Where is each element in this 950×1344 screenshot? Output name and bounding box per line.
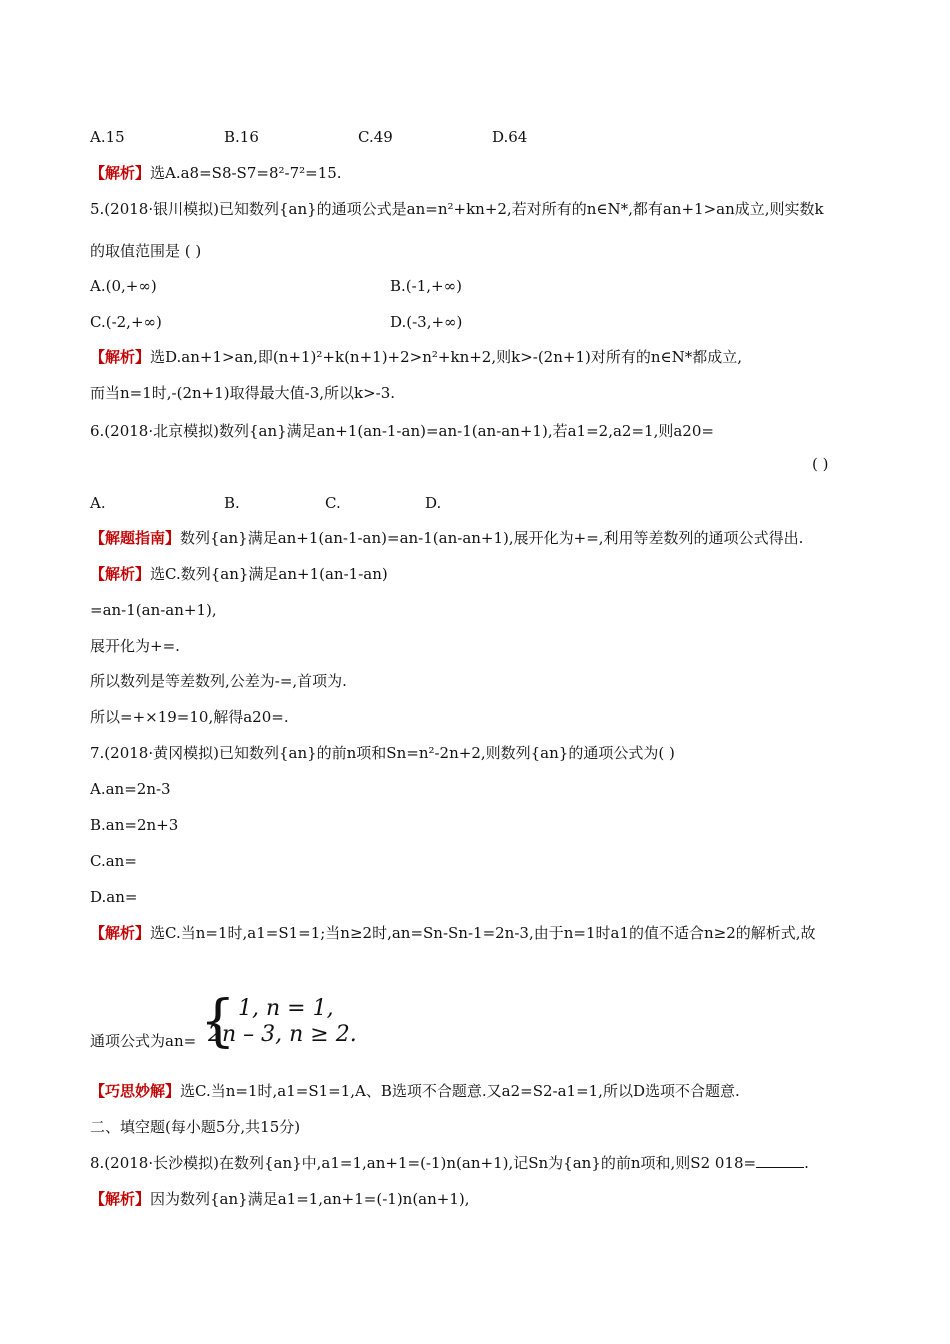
q6-analysis-3: 展开化为+=. <box>90 637 180 655</box>
q8-stem-text: 8.(2018·长沙模拟)在数列{an}中,a1=1,an+1=(-1)n(an+1),记Sn为{an}的前n项和,则S2 018= <box>90 1154 757 1172</box>
formula-prefix: 通项公式为an= <box>90 1032 197 1050</box>
q6-analysis-2: =an-1(an-an+1), <box>90 601 217 619</box>
analysis-text: 选A.a8=S8-S7=8²-7²=15. <box>150 164 342 182</box>
piecewise-formula <box>90 989 490 1060</box>
q8-stem-end: . <box>804 1154 809 1172</box>
q4-analysis <box>90 162 342 184</box>
option-d: D. <box>425 494 442 512</box>
option-c: C.(-2,+∞) <box>90 313 162 331</box>
option-a: A.(0,+∞) <box>90 277 157 295</box>
q6-guide <box>90 527 803 549</box>
case-1: 1, n = 1, <box>238 996 334 1021</box>
answer-parentheses: ( ) <box>812 455 829 473</box>
option-d: D.an= <box>90 888 138 906</box>
option-a: A. <box>90 494 106 512</box>
option-b: B.16 <box>224 128 259 146</box>
option-d: D.64 <box>492 128 528 146</box>
q7-stem: 7.(2018·黄冈模拟)已知数列{an}的前n项和Sn=n²-2n+2,则数列{an}的通项公式为( ) <box>90 744 675 762</box>
q7-analysis <box>90 922 816 944</box>
option-d: D.(-3,+∞) <box>390 313 463 331</box>
q7-tip <box>90 1080 740 1102</box>
q5-stem: 5.(2018·银川模拟)已知数列{an}的通项公式是an=n²+kn+2,若对所有的n∈N*,都有an+1>an成立,则实数k <box>90 200 824 218</box>
option-a: A.15 <box>90 128 125 146</box>
q6-analysis <box>90 563 388 585</box>
q8-stem <box>90 1152 809 1174</box>
analysis-text: 选C.数列{an}满足an+1(an-1-an) <box>150 565 388 583</box>
q6-analysis-5: 所以=+×19=10,解得a20=. <box>90 708 289 726</box>
section-heading: 二、填空题(每小题5分,共15分) <box>90 1118 301 1136</box>
option-a: A.an=2n-3 <box>90 780 171 798</box>
tip-text: 选C.当n=1时,a1=S1=1,A、B选项不合题意.又a2=S2-a1=1,所以D选项不合题意. <box>180 1082 740 1100</box>
analysis-tag: 【解析】 <box>90 565 151 583</box>
option-b: B.(-1,+∞) <box>390 277 462 295</box>
analysis-text: 因为数列{an}满足a1=1,an+1=(-1)n(an+1), <box>150 1190 470 1208</box>
tip-tag: 【巧思妙解】 <box>90 1082 181 1100</box>
option-c: C.an= <box>90 852 137 870</box>
analysis-text: 选C.当n=1时,a1=S1=1;当n≥2时,an=Sn-Sn-1=2n-3,由于n=1时a1的值不适合n≥2的解析式,故 <box>150 924 816 942</box>
q8-analysis <box>90 1188 470 1210</box>
option-c: C. <box>325 494 341 512</box>
analysis-tag: 【解析】 <box>90 924 151 942</box>
answer-blank <box>756 1153 804 1168</box>
option-b: B.an=2n+3 <box>90 816 179 834</box>
q5-stem-cont: 的取值范围是 ( ) <box>90 242 202 260</box>
guide-tag: 【解题指南】 <box>90 529 181 547</box>
option-c: C.49 <box>358 128 393 146</box>
analysis-tag: 【解析】 <box>90 348 151 366</box>
case-2: 2n – 3, n ≥ 2. <box>208 1022 357 1047</box>
guide-text: 数列{an}满足an+1(an-1-an)=an-1(an-an+1),展开化为+=,利用等差数列的通项公式得出. <box>180 529 804 547</box>
analysis-tag: 【解析】 <box>90 1190 151 1208</box>
q6-stem: 6.(2018·北京模拟)数列{an}满足an+1(an-1-an)=an-1(an-an+1),若a1=2,a2=1,则a20= <box>90 422 714 440</box>
q5-analysis <box>90 346 742 368</box>
analysis-text: 选D.an+1>an,即(n+1)²+k(n+1)+2>n²+kn+2,则k>-(2n+1)对所有的n∈N*都成立, <box>150 348 743 366</box>
q5-analysis-cont: 而当n=1时,-(2n+1)取得最大值-3,所以k>-3. <box>90 384 396 402</box>
q6-analysis-4: 所以数列是等差数列,公差为-=,首项为. <box>90 672 347 690</box>
option-b: B. <box>224 494 240 512</box>
analysis-tag: 【解析】 <box>90 164 151 182</box>
left-brace: { <box>200 989 236 1054</box>
